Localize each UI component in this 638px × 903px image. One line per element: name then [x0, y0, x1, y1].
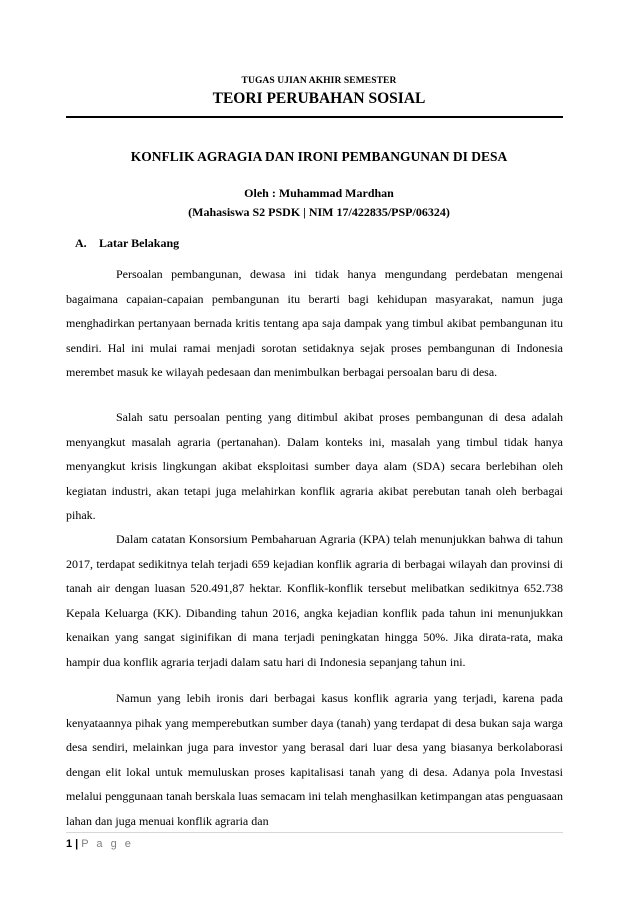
paragraph-3: Dalam catatan Konsorsium Pembaharuan Agraria (KPA) telah menunjukkan bahwa di tahun 2017, terdapat sedikitnya telah terjadi 659 kejadian konflik agraria di berbagai wilayah dan provinsi di tanah air dengan luasan 520.491,87 hektar. Konflik-konflik tersebut melibatkan sedikitnya 652.738 Kepala Keluarga (KK). Dibanding tahun 2016, angka kejadian konflik pada tahun ini menunjukkan kenaikan yang sangat siginifikan di mana terjadi peningkatan hingga 50%. Jika dirata-rata, maka hampir dua konflik agraria terjadi dalam satu hari di Indonesia sepanjang tahun ini. [66, 532, 563, 669]
page-label: P a g e [81, 838, 134, 850]
page-footer [66, 838, 133, 850]
author-affiliation: (Mahasiswa S2 PSDK | NIM 17/422835/PSP/06324) [188, 205, 450, 219]
paragraph-1: Persoalan pembangunan, dewasa ini tidak hanya mengundang perdebatan mengenai bagaimana capaian-capaian pembangunan itu berarti bagi kehidupan masyarakat, namun juga menghadirkan pertanyaan bernada kritis tentang apa saja dampak yang timbul akibat pembangunan itu sendiri. Hal ini mulai ramai menjadi sorotan setidaknya sejak proses pembangunan di Indonesia merembet masuk ke wilayah pedesaan dan menimbulkan berbagai persoalan baru di desa. [66, 267, 563, 379]
section-heading [75, 236, 179, 251]
document-title: KONFLIK AGRAGIA DAN IRONI PEMBANGUNAN DI DESA [130, 149, 508, 164]
course-subtitle: TUGAS UJIAN AKHIR SEMESTER [241, 76, 397, 86]
author-line: Oleh : Muhammad Mardhan [244, 186, 394, 200]
section-number: A. [75, 236, 87, 250]
page-number: 1 [66, 838, 73, 850]
footer-separator: | [75, 838, 79, 850]
course-title: TEORI PERUBAHAN SOSIAL [212, 90, 426, 107]
section-title: Latar Belakang [99, 236, 180, 250]
paragraph-2: Salah satu persoalan penting yang ditimbul akibat proses pembangunan di desa adalah menyangkut masalah agraria (pertanahan). Dalam konteks ini, masalah yang timbul tidak hanya menyangkut krisis lingkungan akibat eksploitasi sumber daya alam (SDA) secara berlebihan oleh kegiatan industri, akan tetapi juga melahirkan konflik agraria akibat perebutan tanah oleh berbagai pihak. [66, 410, 563, 522]
paragraph-4: Namun yang lebih ironis dari berbagai kasus konflik agraria yang terjadi, karena pada kenyataannya pihak yang memperebutkan sumber daya (tanah) yang terdapat di desa bukan saja warga desa sendiri, melainkan juga para investor yang berasal dari luar desa yang biasanya berkolaborasi dengan elit lokal untuk memuluskan proses kapitalisasi tanah yang di desa. Adanya pola Investasi melalui penggunaan tanah berskala luas semacam ini telah menghasilkan ketimpangan atas penguasaan lahan dan juga menuai konflik agraria dan [66, 691, 563, 828]
header-divider [66, 116, 563, 118]
footer-divider [66, 832, 563, 833]
